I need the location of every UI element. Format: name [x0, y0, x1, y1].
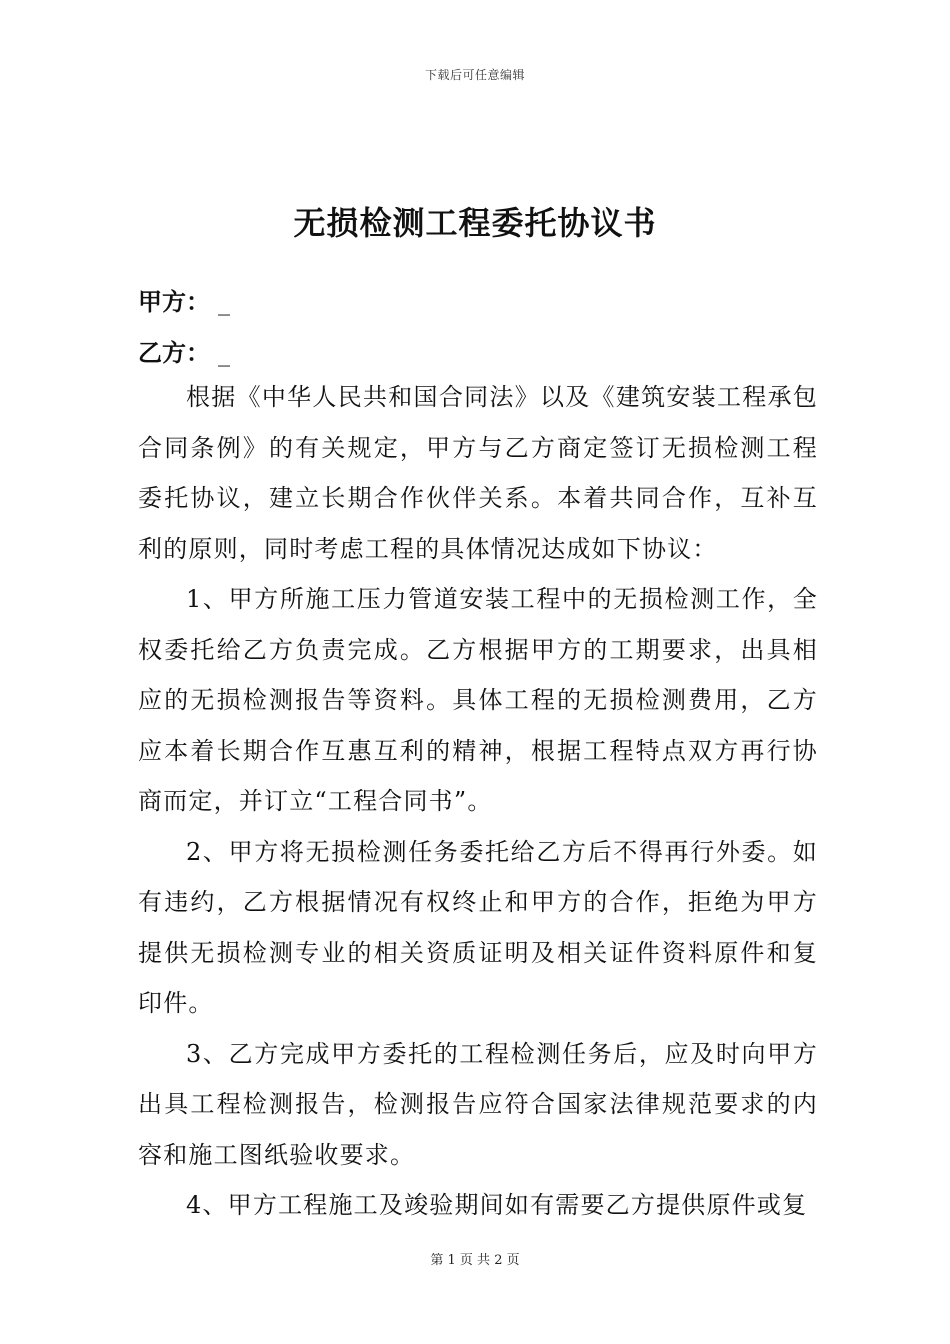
clause-1-paragraph: 1、甲方所施工压力管道安装工程中的无损检测工作，全权委托给乙方负责完成。乙方根据甲方的工期要求，出具相应的无损检测报告等资料。具体工程的无损检测费用，乙方应本着长期合作互惠互利的精神，根据工程特点双方再行协商而定，并订立“工程合同书”。 [138, 585, 818, 815]
clause-3-paragraph: 3、乙方完成甲方委托的工程检测任务后，应及时向甲方出具工程检测报告，检测报告应符合国家法律规范要求的内容和施工图纸验收要求。 [138, 1039, 818, 1169]
party-b-label: 乙方： [138, 338, 210, 367]
clause-2-paragraph: 2、甲方将无损检测任务委托给乙方后不得再行外委。如有违约，乙方根据情况有权终止和甲方的合作，拒绝为甲方提供无损检测专业的相关资质证明及相关证件资料原件和复印件。 [138, 837, 818, 1017]
agreement-body [138, 372, 818, 1231]
header-note: 下载后可任意编辑 [424, 68, 525, 82]
page-footer: 第 1 页 共 2 页 [430, 1253, 520, 1268]
party-a-line [138, 282, 230, 317]
party-b-blank: _ [218, 339, 230, 367]
party-a-label: 甲方： [138, 287, 210, 316]
party-b-line [138, 333, 230, 368]
intro-paragraph: 根据《中华人民共和国合同法》以及《建筑安装工程承包合同条例》的有关规定，甲方与乙方商定签订无损检测工程委托协议，建立长期合作伙伴关系。本着共同合作，互补互利的原则，同时考虑工程的具体情况达成如下协议： [138, 383, 818, 563]
party-a-blank: _ [218, 288, 230, 316]
document-title: 无损检测工程委托协议书 [293, 204, 657, 242]
clause-4-paragraph: 4、甲方工程施工及竣验期间如有需要乙方提供原件或复 [186, 1191, 808, 1219]
